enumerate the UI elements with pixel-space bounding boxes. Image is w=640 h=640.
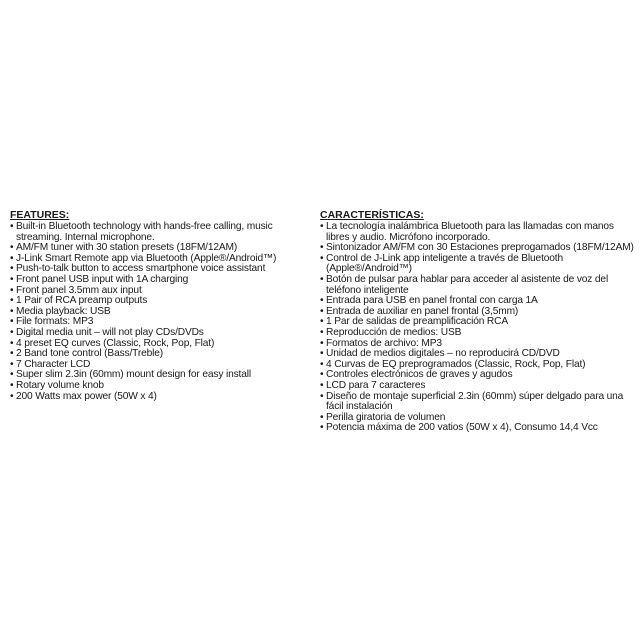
features-spanish-column <box>320 210 635 434</box>
caracteristica-item: • 1 Par de salidas de preamplificación RCA <box>320 317 635 328</box>
caracteristica-item: • 4 Curvas de EQ preprogramados (Classic, Rock, Pop, Flat) <box>320 360 635 371</box>
caracteristica-item: • Diseño de montaje superficial 2.3in (60mm) súper delgado para una fácil instalación <box>320 392 635 413</box>
caracteristica-item: • Potencia máxima de 200 vatios (50W x 4), Consumo 14,4 Vcc <box>320 423 635 434</box>
feature-item: • Rotary volume knob <box>10 381 305 392</box>
feature-item: • AM/FM tuner with 30 station presets (18FM/12AM) <box>10 243 305 254</box>
feature-item: • 2 Band tone control (Bass/Treble) <box>10 349 305 360</box>
features-list <box>10 222 305 402</box>
feature-item: • J-Link Smart Remote app via Bluetooth (Apple®/Android™) <box>10 254 305 265</box>
caracteristica-item: • Perilla giratoria de volumen <box>320 413 635 424</box>
caracteristica-item: • LCD para 7 caracteres <box>320 381 635 392</box>
feature-item: • 200 Watts max power (50W x 4) <box>10 392 305 403</box>
feature-item: • Front panel USB input with 1A charging <box>10 275 305 286</box>
caracteristica-item: • Formatos de archivo: MP3 <box>320 339 635 350</box>
features-heading: FEATURES: <box>10 209 70 221</box>
caracteristica-item: • Reproducción de medios: USB <box>320 328 635 339</box>
feature-item: • File formats: MP3 <box>10 317 305 328</box>
caracteristica-item: • Sintonizador AM/FM con 30 Estaciones preprogamados (18FM/12AM) <box>320 243 635 254</box>
feature-item: • Push-to-talk button to access smartphone voice assistant <box>10 264 305 275</box>
feature-item: • 1 Pair of RCA preamp outputs <box>10 296 305 307</box>
feature-item: • Media playback: USB <box>10 307 305 318</box>
features-english-column <box>10 210 305 402</box>
caracteristica-item: • Controles electrónicos de graves y agudos <box>320 370 635 381</box>
caracteristicas-heading: CARACTERÍSTICAS: <box>320 209 424 221</box>
feature-item: • Super slim 2.3in (60mm) mount design for easy install <box>10 370 305 381</box>
caracteristica-item: • La tecnología inalámbrica Bluetooth para las llamadas con manos libres y audio. Micrófono incorporado. <box>320 222 635 243</box>
feature-item: • Front panel 3.5mm aux input <box>10 286 305 297</box>
caracteristica-item: • Entrada para USB en panel frontal con carga 1A <box>320 296 635 307</box>
feature-item: • Built-in Bluetooth technology with hands-free calling, music streaming. Internal microphone. <box>10 222 305 243</box>
caracteristica-item: • Control de J-Link app inteligente a través de Bluetooth (Apple®/Android™) <box>320 254 635 275</box>
caracteristicas-list <box>320 222 635 434</box>
feature-item: • 7 Character LCD <box>10 360 305 371</box>
caracteristica-item: • Unidad de medios digitales – no reproducirá CD/DVD <box>320 349 635 360</box>
feature-item: • 4 preset EQ curves (Classic, Rock, Pop, Flat) <box>10 339 305 350</box>
feature-item: • Digital media unit – will not play CDs/DVDs <box>10 328 305 339</box>
caracteristica-item: • Botón de pulsar para hablar para acceder al asistente de voz del teléfono inteligente <box>320 275 635 296</box>
caracteristica-item: • Entrada de auxiliar en panel frontal (3,5mm) <box>320 307 635 318</box>
